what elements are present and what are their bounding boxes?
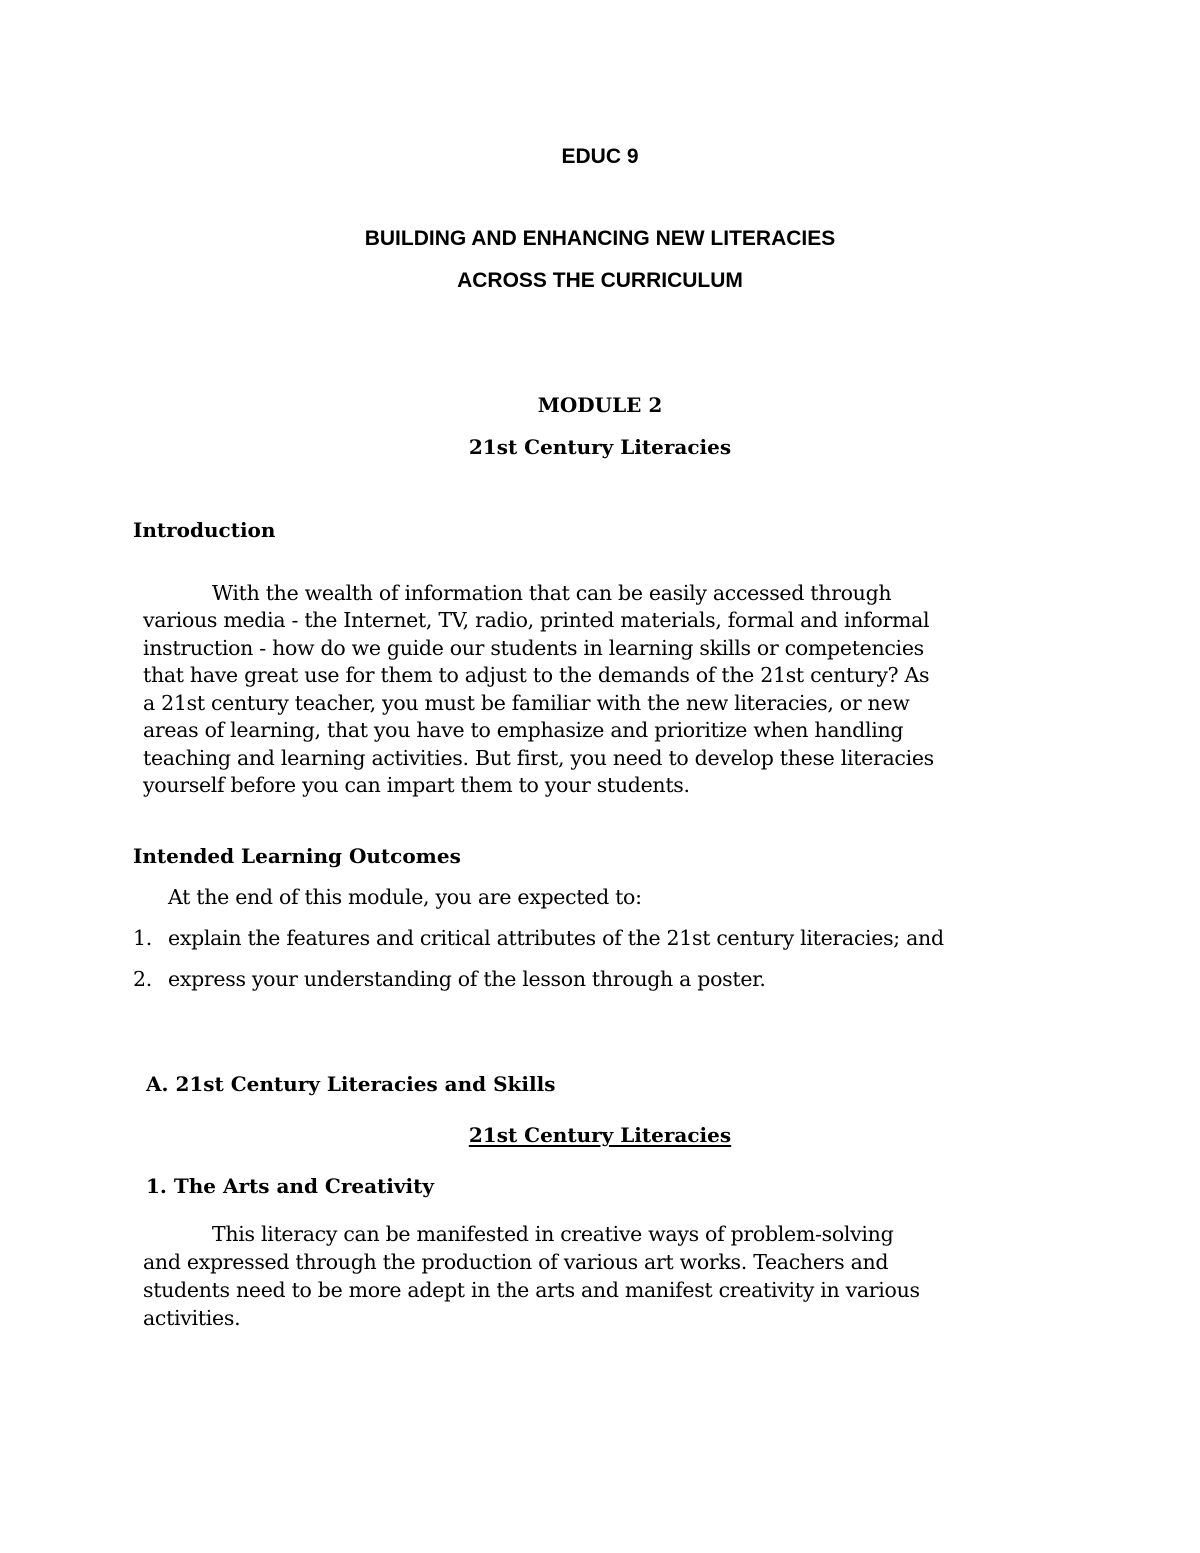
introduction-heading: Introduction xyxy=(133,518,276,542)
introduction-line: instruction - how do we guide our students in learning skills or competencies xyxy=(143,636,924,660)
item1-line: activities. xyxy=(143,1306,241,1330)
introduction-line: areas of learning, that you have to emphasize and prioritize when handling xyxy=(143,718,904,742)
introduction-line: teaching and learning activities. But first, you need to develop these literacies xyxy=(143,746,934,770)
item1-heading: 1. The Arts and Creativity xyxy=(146,1174,434,1198)
introduction-line: yourself before you can impart them to your students. xyxy=(143,773,690,797)
outcome-text: express your understanding of the lesson through a poster. xyxy=(168,967,766,991)
outcome-number: 2. xyxy=(133,967,152,991)
item1-line: students need to be more adept in the arts and manifest creativity in various xyxy=(143,1278,920,1302)
section-a-heading: A. 21st Century Literacies and Skills xyxy=(146,1072,556,1096)
course-title-line1: BUILDING AND ENHANCING NEW LITERACIES xyxy=(364,227,836,250)
course-title-line2: ACROSS THE CURRICULUM xyxy=(457,269,743,292)
introduction-line: various media - the Internet, TV, radio, printed materials, formal and informal xyxy=(143,608,930,632)
introduction-line: that have great use for them to adjust to the demands of the 21st century? As xyxy=(143,663,930,687)
module-label: MODULE 2 xyxy=(537,393,663,417)
outcome-text: explain the features and critical attributes of the 21st century literacies; and xyxy=(168,926,944,950)
outcome-number: 1. xyxy=(133,926,152,950)
item1-line: This literacy can be manifested in creative ways of problem-solving xyxy=(212,1222,894,1246)
introduction-line: a 21st century teacher, you must be familiar with the new literacies, or new xyxy=(143,691,910,715)
section-a-subheading: 21st Century Literacies xyxy=(468,1123,732,1147)
introduction-line: With the wealth of information that can be easily accessed through xyxy=(212,581,892,605)
item1-line: and expressed through the production of various art works. Teachers and xyxy=(143,1250,889,1274)
module-title: 21st Century Literacies xyxy=(468,435,732,459)
course-code: EDUC 9 xyxy=(561,145,639,168)
outcomes-heading: Intended Learning Outcomes xyxy=(133,844,461,868)
outcomes-lead: At the end of this module, you are expected to: xyxy=(168,885,642,909)
